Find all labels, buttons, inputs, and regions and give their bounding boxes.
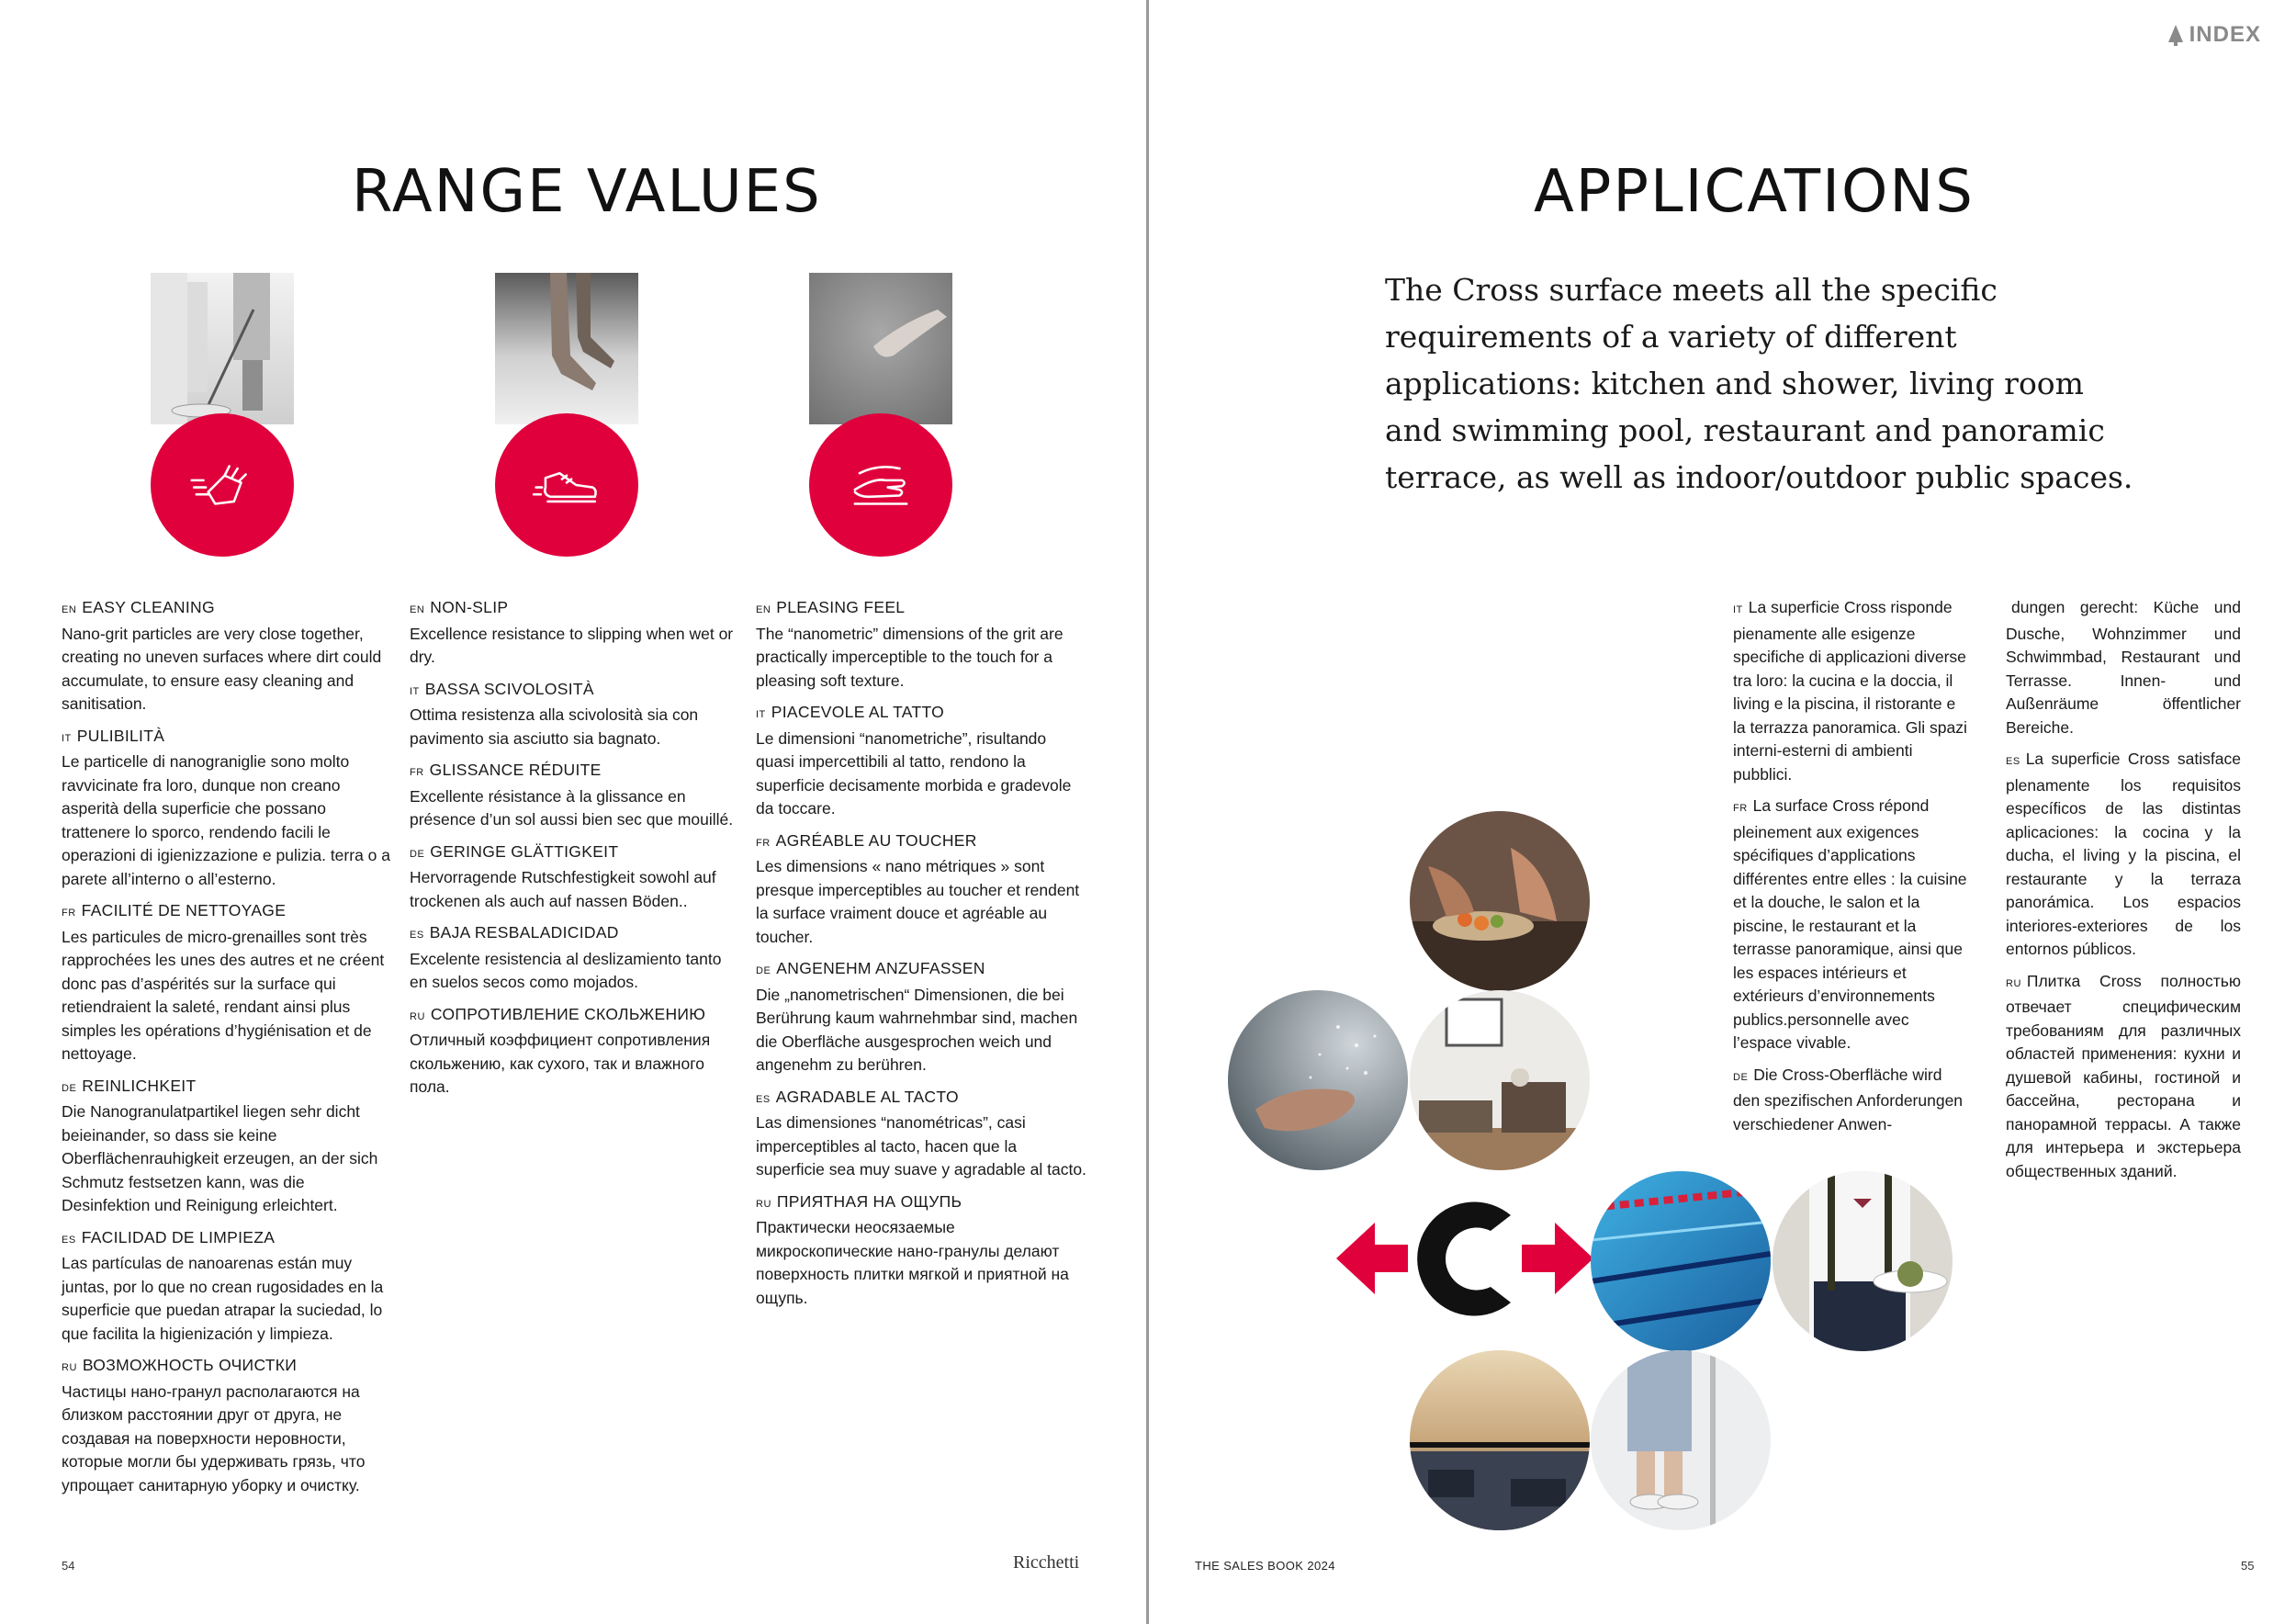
- pleasing-feel-badge: [809, 413, 952, 557]
- application-entry: IT La superficie Cross risponde pienamente alle esigenze specifiche di applicazioni diverse tra loro: la cucina e la doccia, il living e la piscina, il ristorante e la terrazza panoramica. Gli spazi interni-esterni di ambienti pubblici.: [1733, 598, 1967, 784]
- feature-text: Практически неосязаемые микроскопические нано-гранулы делают поверхность плитки мягкой и приятной на ощупь.: [756, 1218, 1069, 1307]
- applications-column-1: [1733, 596, 1968, 1145]
- brand-logo: Ricchetti: [1013, 1552, 1080, 1573]
- living-room-photo: [1410, 990, 1590, 1170]
- feature-text: Le dimensioni “nanometriche”, risultando quasi impercettibili al tatto, rendono la superficie decisamente morbida e gradevole da toccare.: [756, 728, 1072, 818]
- feature-text: Hervorragende Rutschfestigkeit sowohl auf trockenen als auch auf nassen Böden..: [410, 868, 716, 910]
- feature-entry: IT PIACEVOLE AL TATTO Le dimensioni “nanometriche”, risultando quasi impercettibili al tatto, rendono la superficie decisamente morbida e gradevole da toccare.: [756, 701, 1086, 821]
- feature-entry: DE GERINGE GLÄTTIGKEIT Hervorragende Rutschfestigkeit sowohl auf trockenen als auch auf nassen Böden..: [410, 840, 740, 914]
- feature-text: Die „nanometrischen“ Dimensionen, die bei Berührung kaum wahrnehmbar sind, machen die Oberfläche ausgesprochen weich und angenehm zu berühren.: [756, 985, 1078, 1074]
- wipe-hand-icon: [185, 447, 260, 523]
- pleasing-feel-column: [756, 596, 1086, 1318]
- non-slip-column: [410, 596, 740, 1108]
- applications-title: APPLICATIONS: [1534, 158, 1975, 226]
- feature-text: Las partículas de nanoarenas están muy juntas, por lo que no crean rugosidades en la superficie que puedan atrapar la suciedad, lo que facilita la higienización y limpieza.: [62, 1254, 384, 1343]
- easy-cleaning-column: [62, 596, 392, 1506]
- feature-heading: NON-SLIP: [430, 598, 509, 616]
- page-number-right: 55: [2241, 1559, 2255, 1573]
- page-number-left: 54: [62, 1559, 75, 1573]
- feature-heading: PIACEVOLE AL TATTO: [771, 703, 945, 721]
- application-entry: RU Плитка Cross полностью отвечает специфическим требованиям для различных областей применения: кухни и душевой кабины, гостиной и бассейна, ресторана и панорамной террасы. А также для интерьера и экстерьера общественных зданий.: [2006, 971, 2241, 1180]
- kitchen-photo: [1410, 811, 1590, 991]
- right-arrow-icon: [1522, 1223, 1593, 1294]
- feature-entry: FR GLISSANCE RÉDUITE Excellente résistance à la glissance en présence d’un sol aussi bien sec que mouillé.: [410, 759, 740, 832]
- feature-text: The “nanometric” dimensions of the grit are practically imperceptible to the touch for a pleasing soft texture.: [756, 624, 1064, 690]
- shower-hand-photo: [1228, 990, 1408, 1170]
- feature-entry: ES FACILIDAD DE LIMPIEZA Las partículas de nanoarenas están muy juntas, por lo que no crean rugosidades en la superficie que puedan atrapar la suciedad, lo que facilita la higienización y limpieza.: [62, 1226, 392, 1347]
- panoramic-terrace-photo: [1410, 1350, 1590, 1530]
- feature-entry: IT PULIBILITÀ Le particelle di nanograniglie sono molto ravvicinate fra loro, dunque non creano asperità della superficie che possano trattenere lo sporco, rendendo facili le operazioni di igienizzazione e pulizia. terra o a parete all’interno o all’esterno.: [62, 725, 392, 892]
- right-page: [1148, 0, 2296, 1624]
- index-label: INDEX: [2189, 22, 2261, 47]
- touch-hand-icon: [843, 447, 918, 523]
- index-link[interactable]: [2166, 22, 2261, 48]
- feature-entry: IT BASSA SCIVOLOSITÀ Ottima resistenza alla scivolosità sia con pavimento sia asciutto sia bagnato.: [410, 678, 740, 751]
- feature-entry: EN PLEASING FEEL The “nanometric” dimensions of the grit are practically imperceptible to the touch for a pleasing soft texture.: [756, 596, 1086, 693]
- cross-logo: [1336, 1188, 1593, 1330]
- application-text: La superficie Cross satisface plenamente los requisitos específicos de las distintas aplicaciones: la cocina y la ducha, el living y la piscina, el restaurante y la terraza panorámica. Los espacios interiores-exteriores de los entornos públicos.: [2006, 750, 2241, 958]
- bare-feet-photo: [495, 273, 638, 424]
- feature-heading: GERINGE GLÄTTIGKEIT: [430, 841, 619, 861]
- c-letter-icon: [1417, 1202, 1511, 1316]
- feature-text: Excelente resistencia al deslizamiento tanto en suelos secos como mojados.: [410, 949, 722, 991]
- feature-heading: ВОЗМОЖНОСТЬ ОЧИСТКИ: [82, 1356, 298, 1374]
- left-arrow-icon: [1336, 1223, 1408, 1294]
- non-slip-badge: [495, 413, 638, 557]
- feature-heading: FACILITÉ DE NETTOYAGE: [81, 901, 287, 919]
- feature-heading: EASY CLEANING: [82, 598, 215, 616]
- feature-entry: DE ANGENEHM ANZUFASSEN Die „nanometrischen“ Dimensionen, die bei Berührung kaum wahrnehmbar sind, machen die Oberfläche ausgesprochen weich und angenehm zu berühren.: [756, 957, 1086, 1077]
- swimming-pool-photo: [1591, 1171, 1771, 1351]
- feature-entry: FR FACILITÉ DE NETTOYAGE Les particules de micro-grenailles sont très rapprochées les unes des autres et ne créent donc pas d’aspérités sur la surface qui retiendraient la saleté, rendant ainsi plus simples les opérations d’hygiénisation et de nettoyage.: [62, 899, 392, 1066]
- feature-heading: СОПРОТИВЛЕНИЕ СКОЛЬЖЕНИЮ: [430, 1004, 706, 1023]
- feature-heading: PULIBILITÀ: [76, 726, 165, 745]
- feature-text: Las dimensiones “nanométricas”, casi imperceptibles al tacto, hacen que la superficie sea muy suave y agradable al tacto.: [756, 1113, 1086, 1179]
- shower-feet-photo: [1591, 1350, 1771, 1530]
- application-text: Плитка Cross полностью отвечает специфическим требованиям для различных областей применения: кухни и душевой кабины, гостиной и бассейна, ресторана и панорамной террасы. А также для интерьера и экстерьера общественных зданий.: [2006, 971, 2241, 1180]
- restaurant-waiter-photo: [1773, 1171, 1953, 1351]
- feature-entry: EN NON-SLIP Excellence resistance to slipping when wet or dry.: [410, 596, 740, 670]
- application-text: Die Cross-Oberfläche wird den spezifischen Anforderungen verschiedener Anwen-: [1733, 1065, 1964, 1133]
- feature-heading: AGRÉABLE AU TOUCHER: [775, 830, 977, 850]
- feature-text: Ottima resistenza alla scivolosità sia con pavimento sia asciutto sia bagnato.: [410, 705, 699, 748]
- feature-text: Les dimensions « nano métriques » sont presque imperceptibles au toucher et rendent la surface vraiment douce et agréable au toucher.: [756, 857, 1080, 946]
- feature-heading: PLEASING FEEL: [776, 598, 906, 616]
- feature-heading: BASSA SCIVOLOSITÀ: [424, 679, 594, 698]
- feature-heading: REINLICHKEIT: [82, 1076, 197, 1095]
- feature-entry: RU СОПРОТИВЛЕНИЕ СКОЛЬЖЕНИЮ Отличный коэффициент сопротивления скольжению, как сухого, так и влажного пола.: [410, 1003, 740, 1100]
- application-entry: ES La superficie Cross satisface plenamente los requisitos específicos de las distintas aplicaciones: la cocina y la ducha, el living y la piscina, el restaurante y la terraza panorámica. Los espacios interiores-exteriores de los entornos públicos.: [2006, 750, 2241, 958]
- feature-entry: ES AGRADABLE AL TACTO Las dimensiones “nanométricas”, casi imperceptibles al tacto, hacen que la superficie sea muy suave y agradable al tacto.: [756, 1086, 1086, 1182]
- feature-text: Les particules de micro-grenailles sont très rapprochées les unes des autres et ne créent donc pas d’aspérités sur la surface qui retiendraient la saleté, rendant ainsi plus simples les opérations d’hygiénisation et de nettoyage.: [62, 927, 385, 1063]
- application-text: La superficie Cross risponde pienamente alle esigenze specifiche di applicazioni diverse tra loro: la cucina e la doccia, il living e la piscina, il ristorante e la terrazza panoramica. Gli spazi interni-esterni di ambienti pubblici.: [1733, 598, 1967, 784]
- application-text: La surface Cross répond pleinement aux exigences spécifiques d’applications différentes entre elles : la cuisine et la douche, le salon et la piscine, le restaurant et la terrasse panoramique, ainsi que les espaces intérieurs et extérieurs d’environnements publics.personnelle avec l’espace vivable.: [1733, 796, 1967, 1052]
- application-entry: FR La surface Cross répond pleinement aux exigences spécifiques d’applications différentes entre elles : la cuisine et la douche, le salon et la piscine, le restaurant et la terrasse panoramique, ainsi que les espaces intérieurs et extérieurs d’environnements publics.personnelle avec l’espace vivable.: [1733, 796, 1967, 1052]
- feature-text: Отличный коэффициент сопротивления скольжению, как сухого, так и влажного пола.: [410, 1031, 711, 1096]
- feature-entry: RU ВОЗМОЖНОСТЬ ОЧИСТКИ Частицы нано-гранул располагаются на близком расстоянии друг от друга, не создавая на поверхности неровности, которые могли бы удерживать грязь, что упрощает санитарную уборку и очистку.: [62, 1354, 392, 1497]
- applications-intro: The Cross surface meets all the specific requirements of a variety of different applications: kitchen and shower, living room and swimming pool, restaurant and panoramic terrace, as well as indoor/outdoor public spaces.: [1385, 272, 2133, 495]
- application-entry: DE Die Cross-Oberfläche wird den spezifischen Anforderungen verschiedener Anwen-: [1733, 1065, 1964, 1133]
- feature-heading: ПРИЯТНАЯ НА ОЩУПЬ: [776, 1191, 962, 1211]
- feature-entry: DE REINLICHKEIT Die Nanogranulatpartikel liegen sehr dicht beieinander, so dass sie keine Oberflächenrauhigkeit erzeugen, an der sich Schmutz festsetzen kann, was die Desinfektion und Reinigung erleichtert.: [62, 1075, 392, 1218]
- hand-on-surface-photo: [809, 273, 952, 424]
- range-values-title: RANGE VALUES: [352, 158, 822, 226]
- feature-heading: ANGENEHM ANZUFASSEN: [776, 959, 985, 977]
- feature-entry: EN EASY CLEANING Nano-grit particles are very close together, creating no uneven surfaces where dirt could accumulate, to ensure easy cleaning and sanitisation.: [62, 596, 392, 716]
- feature-text: Nano-grit particles are very close together, creating no uneven surfaces where dirt could accumulate, to ensure easy cleaning and sanitisation.: [62, 624, 382, 713]
- feature-text: Excellence resistance to slipping when wet or dry.: [410, 624, 734, 666]
- mop-cleaning-photo: [151, 273, 294, 424]
- tree-icon: [2166, 24, 2186, 46]
- easy-cleaning-badge: [151, 413, 294, 557]
- feature-heading: BAJA RESBALADICIDAD: [429, 923, 619, 942]
- application-text: dungen gerecht: Küche und Dusche, Wohnzimmer und Schwimmbad, Restaurant und Terrasse. Innen- und Außenräume öffentlicher Bereiche.: [2006, 598, 2241, 737]
- feature-text: Частицы нано-гранул располагаются на близком расстоянии друг от друга, не создавая на поверхности неровности, которые могли бы удерживать грязь, что упрощает санитарную уборку и очистку.: [62, 1382, 366, 1494]
- feature-heading: GLISSANCE RÉDUITE: [429, 761, 602, 779]
- applications-column-2: [2006, 596, 2241, 1191]
- feature-entry: ES BAJA RESBALADICIDAD Excelente resistencia al deslizamiento tanto en suelos secos como mojados.: [410, 921, 740, 995]
- feature-text: Excellente résistance à la glissance en présence d’un sol aussi bien sec que mouillé.: [410, 786, 734, 829]
- feature-heading: FACILIDAD DE LIMPIEZA: [81, 1227, 276, 1246]
- feature-entry: FR AGRÉABLE AU TOUCHER Les dimensions « nano métriques » sont presque imperceptibles au toucher et rendent la surface vraiment douce et agréable au toucher.: [756, 829, 1086, 950]
- shoe-icon: [529, 447, 604, 523]
- feature-text: Die Nanogranulatpartikel liegen sehr dicht beieinander, so dass sie keine Oberflächenrauhigkeit erzeugen, an der sich Schmutz festsetzen kann, was die Desinfektion und Reinigung erleichtert.: [62, 1102, 378, 1214]
- feature-heading: AGRADABLE AL TACTO: [775, 1087, 959, 1106]
- feature-entry: RU ПРИЯТНАЯ НА ОЩУПЬ Практически неосязаемые микроскопические нано-гранулы делают поверхность плитки мягкой и приятной на ощупь.: [756, 1190, 1086, 1311]
- sales-book-footer: THE SALES BOOK 2024: [1195, 1559, 1335, 1573]
- application-entry: [2006, 596, 2241, 739]
- feature-text: Le particelle di nanograniglie sono molto ravvicinate fra loro, dunque non creano asperità della superficie che possano trattenere lo sporco, rendendo facili le operazioni di igienizzazione e pulizia. terra o a parete all’interno o all’esterno.: [62, 752, 390, 888]
